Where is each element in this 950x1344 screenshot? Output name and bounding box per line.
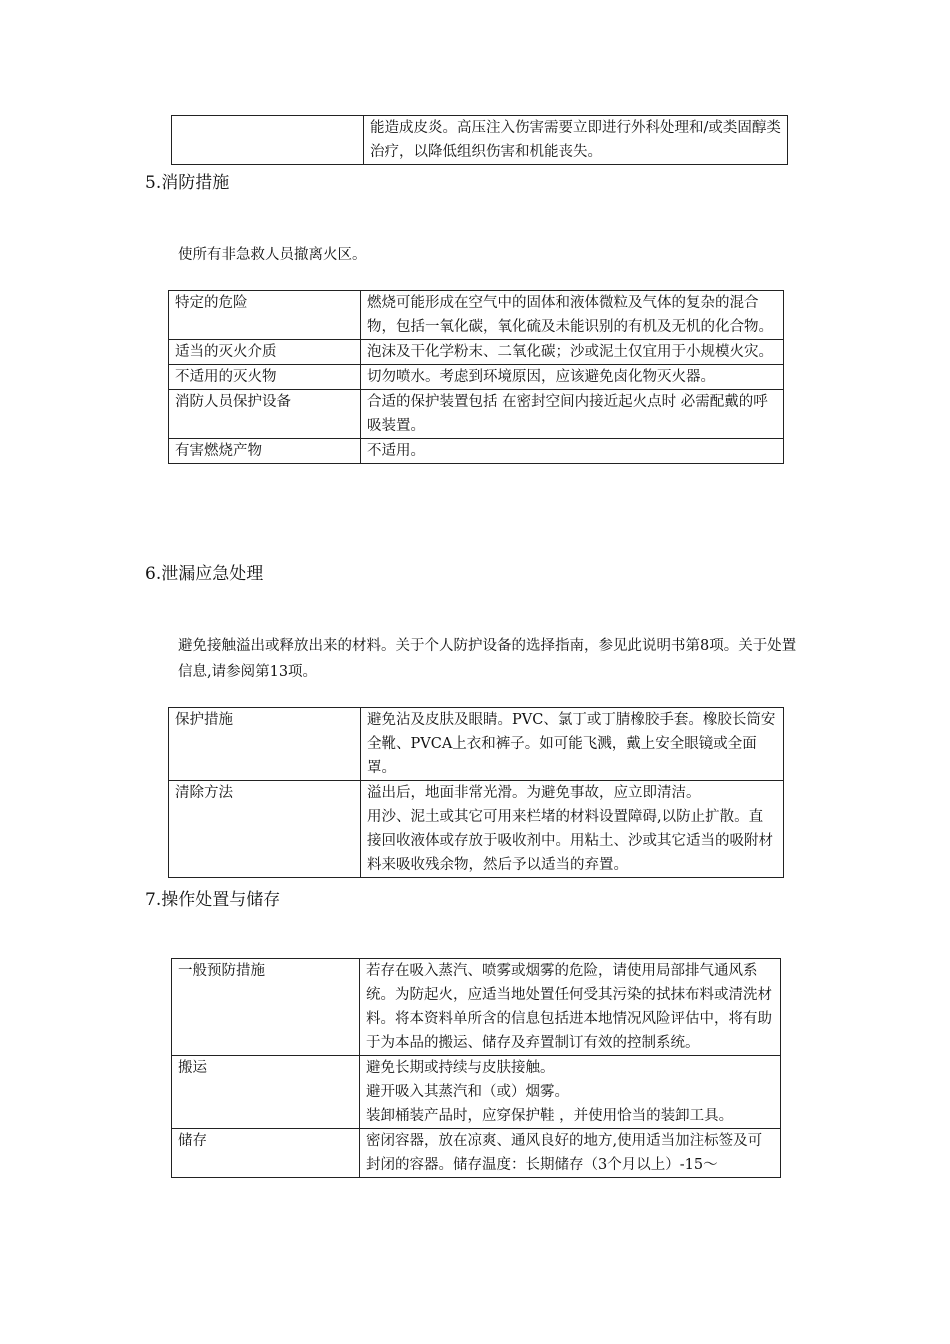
row-label: 不适用的灭火物: [169, 365, 361, 390]
row-label: 储存: [172, 1129, 360, 1178]
table-row: [169, 708, 784, 781]
table-row: [169, 390, 784, 439]
row-value: 能造成皮炎。高压注入伤害需要立即进行外科处理和/或类固醇类治疗，以降低组织伤害和机能丧失。: [364, 116, 788, 165]
section-intro: 避免接触溢出或释放出来的材料。关于个人防护设备的选择指南，参见此说明书第8项。关于处置信息,请参阅第13项。: [178, 638, 797, 680]
table-row: [172, 1129, 781, 1178]
row-value: 泡沫及干化学粉末、二氧化碳；沙或泥土仅宜用于小规模火灾。: [361, 340, 784, 365]
table-row: [172, 116, 788, 165]
row-label: 有害燃烧产物: [169, 439, 361, 464]
row-label: 适当的灭火介质: [169, 340, 361, 365]
section-intro: 使所有非急救人员撤离火区。: [178, 247, 367, 263]
table-row: [172, 1056, 781, 1129]
table-row: [169, 781, 784, 878]
row-value: 若存在吸入蒸汽、喷雾或烟雾的危险，请使用局部排气通风系统。为防起火，应适当地处置任何受其污染的拭抹布料或清洗材料。将本资料单所含的信息包括进本地情况风险评估中，将有助于为本品的搬运、储存及弃置制订有效的控制系统。: [360, 959, 781, 1056]
section-heading-accidental-release: 6.泄漏应急处理: [145, 564, 264, 584]
fire-fighting-table: [168, 290, 784, 464]
row-label: 保护措施: [169, 708, 361, 781]
handling-storage-table: [171, 958, 781, 1178]
value-line: 用沙、泥土或其它可用来栏堵的材料设置障碍,以防止扩散。直接回收液体或存放于吸收剂中。用粘土、沙或其它适当的吸附材料来吸收残余物，然后予以适当的弃置。: [367, 809, 773, 873]
row-label: 一般预防措施: [172, 959, 360, 1056]
table-row: [169, 291, 784, 340]
row-value: 不适用。: [361, 439, 784, 464]
row-label: [172, 116, 364, 165]
row-value: 合适的保护装置包括 在密封空间内接近起火点时 必需配戴的呼吸装置。: [361, 390, 784, 439]
section-heading-handling-storage: 7.操作处置与储存: [145, 890, 281, 910]
continuation-table: [171, 115, 788, 165]
row-value: 燃烧可能形成在空气中的固体和液体微粒及气体的复杂的混合物，包括一氧化碳，氧化硫及未能识别的有机及无机的化合物。: [361, 291, 784, 340]
row-label: 特定的危险: [169, 291, 361, 340]
section-heading-fire-fighting: 5.消防措施: [145, 173, 230, 193]
table-row: [172, 959, 781, 1056]
table-row: [169, 340, 784, 365]
value-line: 避免长期或持续与皮肤接触。: [366, 1060, 555, 1076]
table-row: [169, 439, 784, 464]
row-value: 避免沾及皮肤及眼睛。PVC、氯丁或丁腈橡胶手套。橡胶长筒安全靴、PVCA上衣和裤子。如可能飞溅，戴上安全眼镜或全面罩。: [361, 708, 784, 781]
accidental-release-table: [168, 707, 784, 878]
value-line: 避开吸入其蒸汽和（或）烟雾。: [366, 1084, 569, 1100]
value-line: 溢出后，地面非常光滑。为避免事故，应立即清洁。: [367, 785, 701, 801]
row-value: [361, 781, 784, 878]
row-label: 消防人员保护设备: [169, 390, 361, 439]
row-label: 清除方法: [169, 781, 361, 878]
row-value: [360, 1056, 781, 1129]
row-label: 搬运: [172, 1056, 360, 1129]
row-value: 切勿喷水。考虑到环境原因，应该避免卤化物灭火器。: [361, 365, 784, 390]
value-line: 装卸桶装产品时，应穿保护鞋 ，并使用恰当的装卸工具。: [366, 1108, 734, 1124]
table-row: [169, 365, 784, 390]
row-value: 密闭容器，放在凉爽、通风良好的地方,使用适当加注标签及可封闭的容器。储存温度：长期储存（3个月以上）-15～: [360, 1129, 781, 1178]
